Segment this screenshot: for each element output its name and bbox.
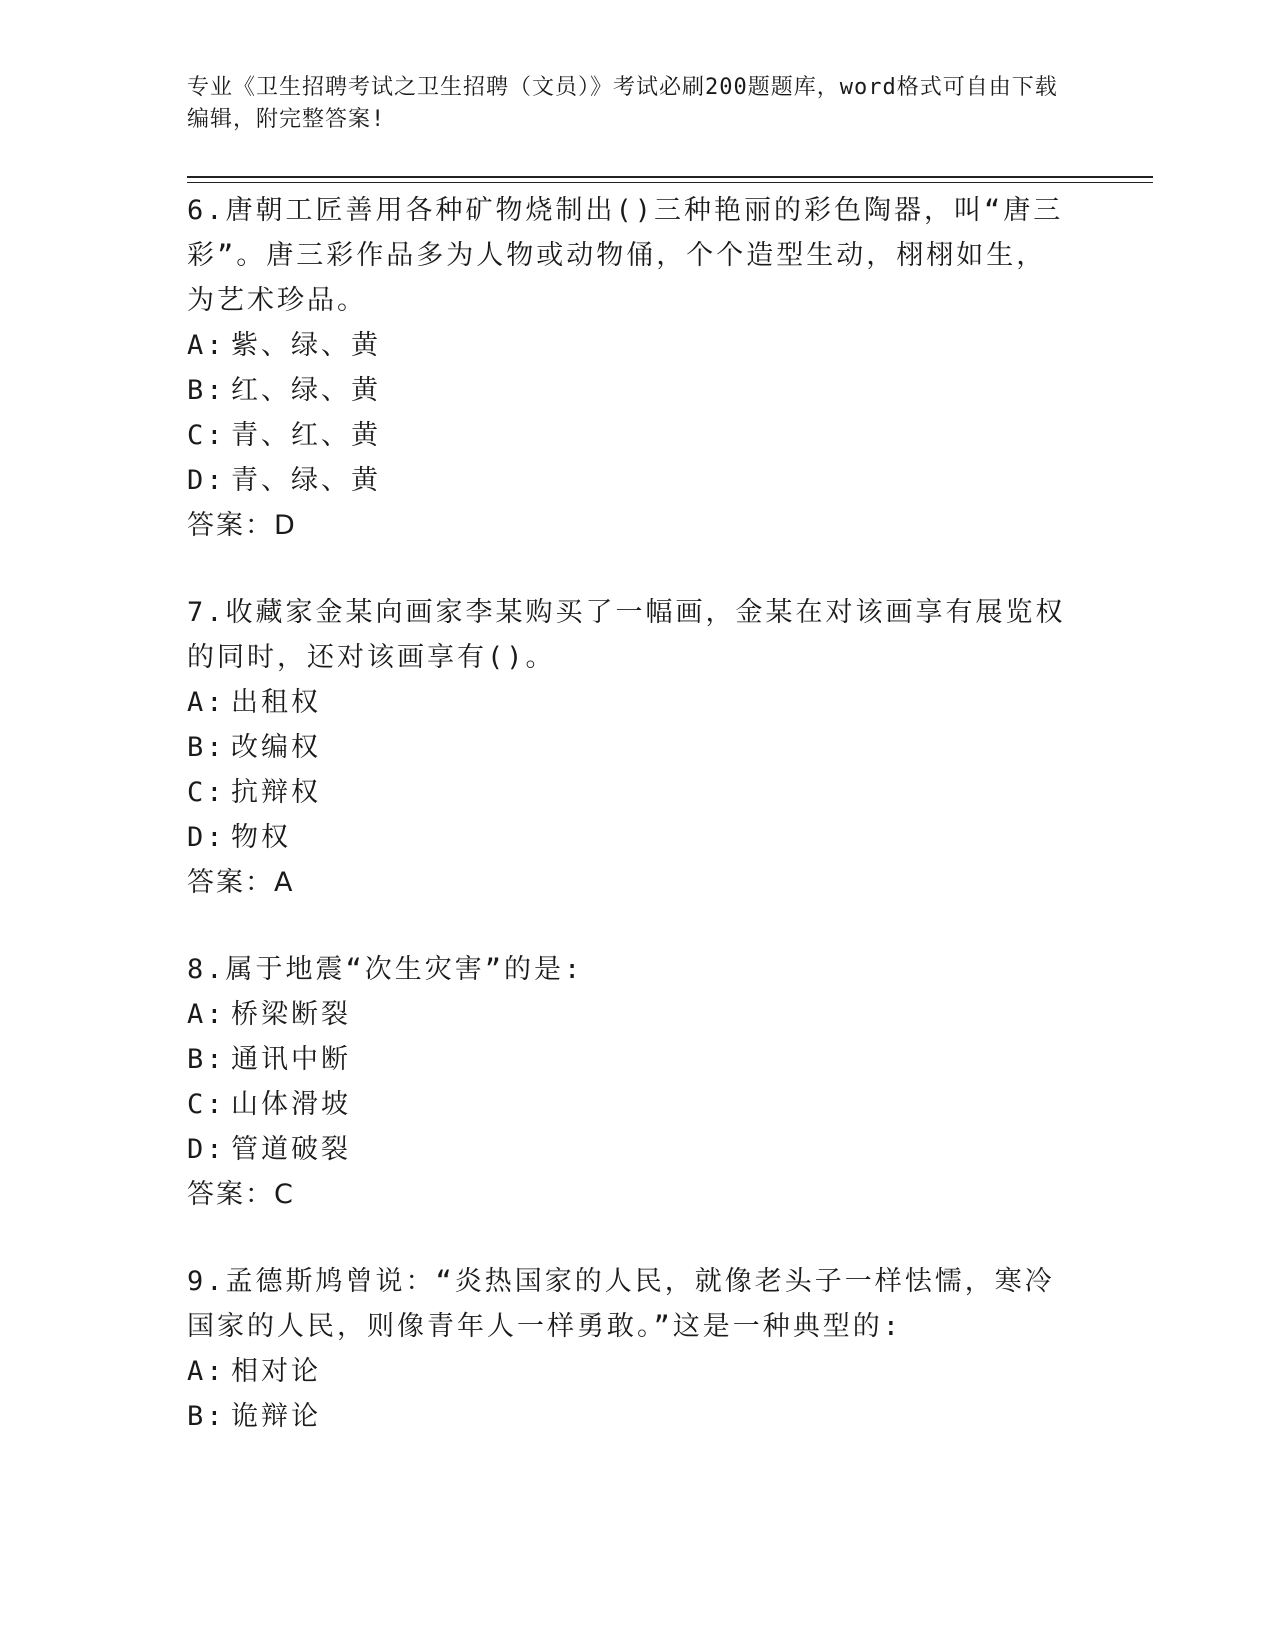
option-d (187, 815, 1067, 860)
option-key: D: (187, 1134, 226, 1165)
question-stem: 8.属于地震“次生灾害”的是: (187, 954, 584, 985)
answer-line: 答案：C (187, 1179, 295, 1210)
option-d (187, 458, 1067, 503)
question-stem: 7.收藏家金某向画家李某购买了一幅画，金某在对该画享有展览权的同时，还对该画享有()。 (187, 597, 1066, 673)
option-text: 改编权 (231, 732, 321, 763)
option-key: D: (187, 465, 226, 496)
option-key: A: (187, 1356, 226, 1387)
question-stem: 9.孟德斯鸠曾说：“炎热国家的人民，就像老头子一样怯懦，寒冷国家的人民，则像青年人一样勇敢。”这是一种典型的: (187, 1266, 1055, 1342)
option-text: 诡辩论 (231, 1401, 321, 1432)
option-c (187, 1082, 1067, 1127)
option-a (187, 680, 1067, 725)
option-text: 红、绿、黄 (231, 375, 381, 406)
option-key: B: (187, 732, 226, 763)
option-key: B: (187, 1044, 226, 1075)
option-key: B: (187, 1401, 226, 1432)
option-text: 通讯中断 (231, 1044, 351, 1075)
question-list (187, 188, 1067, 1481)
option-b (187, 1394, 1067, 1439)
option-text: 抗辩权 (231, 777, 321, 808)
header-divider-thin (187, 182, 1153, 183)
question-7 (187, 590, 1067, 905)
option-text: 桥梁断裂 (231, 999, 351, 1030)
question-6 (187, 188, 1067, 548)
option-text: 紫、绿、黄 (231, 330, 381, 361)
option-text: 管道破裂 (231, 1134, 351, 1165)
answer-line: 答案：D (187, 510, 297, 541)
option-key: C: (187, 420, 226, 451)
option-c (187, 770, 1067, 815)
option-a (187, 1349, 1067, 1394)
option-key: C: (187, 777, 226, 808)
option-b (187, 725, 1067, 770)
option-a (187, 992, 1067, 1037)
option-d (187, 1127, 1067, 1172)
option-text: 物权 (231, 822, 291, 853)
question-stem: 6.唐朝工匠善用各种矿物烧制出()三种艳丽的彩色陶器，叫“唐三彩”。唐三彩作品多为人物或动物俑，个个造型生动，栩栩如生，为艺术珍品。 (187, 195, 1064, 316)
option-key: B: (187, 375, 226, 406)
document-header: 专业《卫生招聘考试之卫生招聘（文员）》考试必刷200题题库，word格式可自由下载编辑，附完整答案! (187, 75, 1058, 132)
option-text: 出租权 (231, 687, 321, 718)
answer-line: 答案：A (187, 867, 295, 898)
option-c (187, 413, 1067, 458)
option-text: 青、绿、黄 (231, 465, 381, 496)
option-a (187, 323, 1067, 368)
option-key: A: (187, 330, 226, 361)
question-8 (187, 947, 1067, 1217)
option-key: D: (187, 822, 226, 853)
option-key: C: (187, 1089, 226, 1120)
option-text: 青、红、黄 (231, 420, 381, 451)
header-divider-thick (187, 176, 1153, 178)
question-9 (187, 1259, 1067, 1439)
option-b (187, 1037, 1067, 1082)
option-b (187, 368, 1067, 413)
option-key: A: (187, 999, 226, 1030)
option-text: 山体滑坡 (231, 1089, 351, 1120)
option-text: 相对论 (231, 1356, 321, 1387)
option-key: A: (187, 687, 226, 718)
